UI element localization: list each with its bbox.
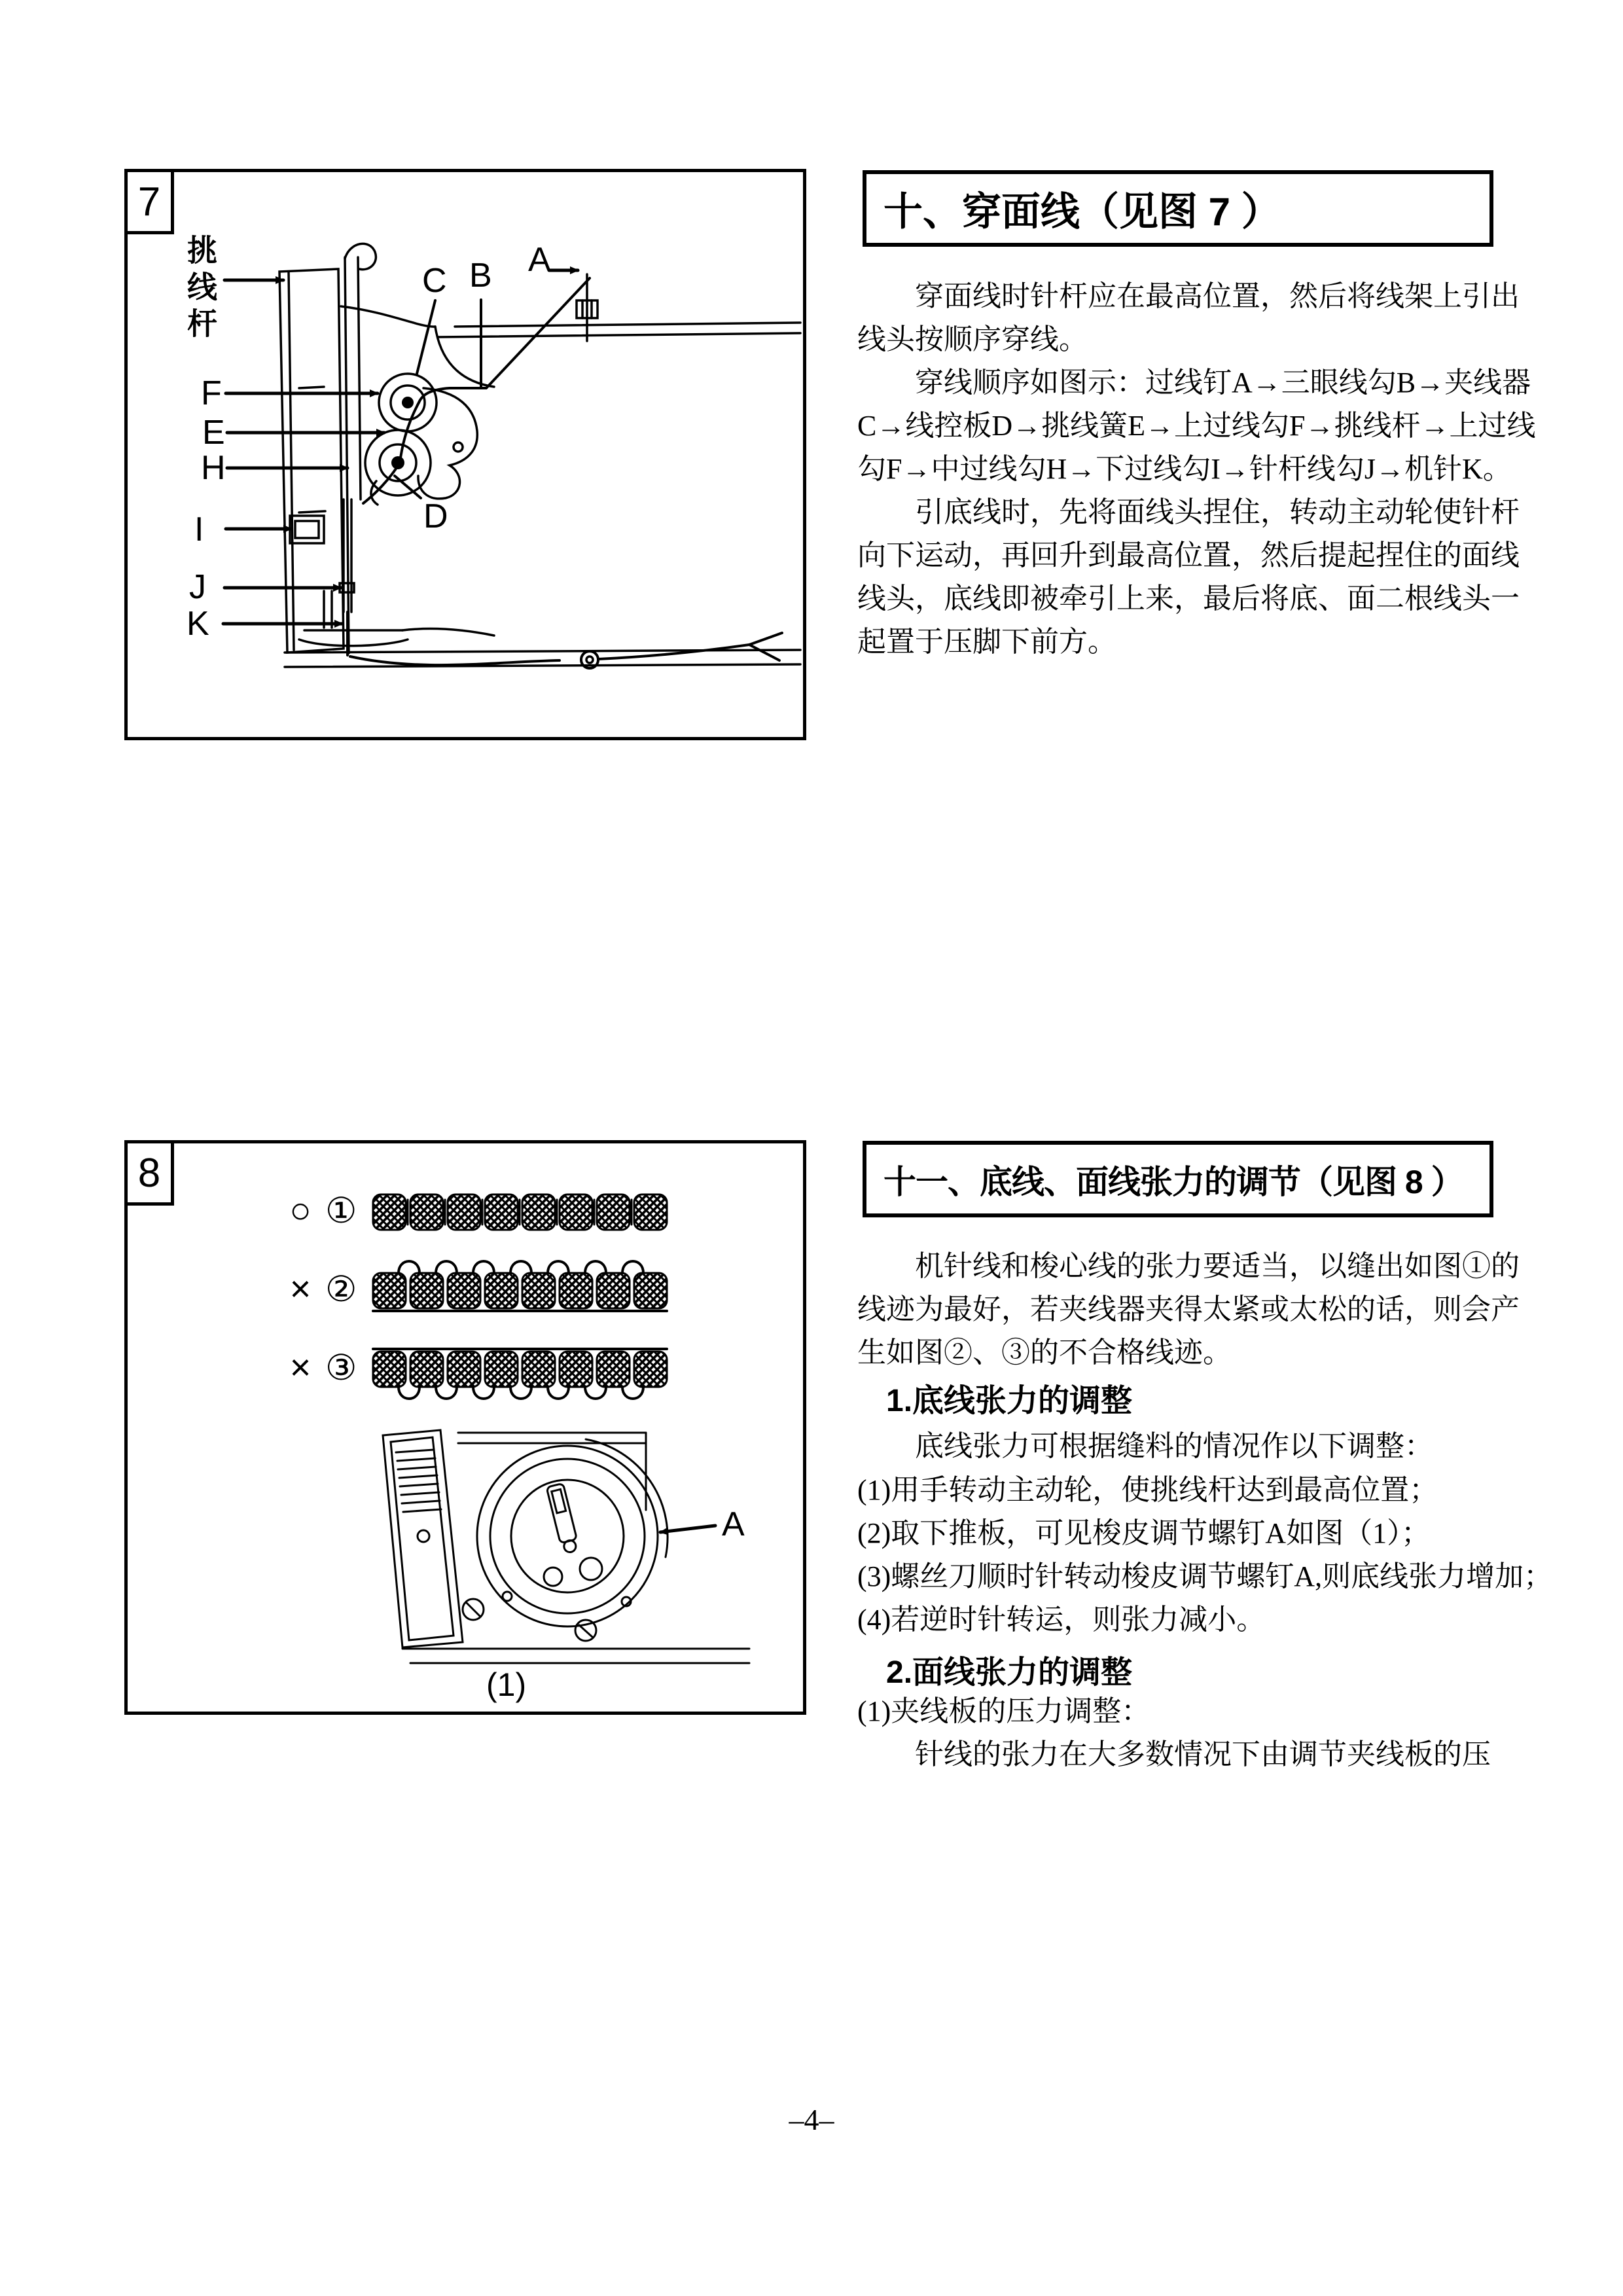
figure-8-number: 8: [124, 1140, 174, 1206]
part-label-d: D: [423, 497, 448, 535]
text-line: 线头，底线即被牵引上来，最后将底、面二根线头一: [857, 583, 1520, 615]
takeup-lever-label: 挑线杆: [183, 234, 217, 344]
text-line: 机针线和梭心线的张力要适当，以缝出如图①的: [915, 1250, 1520, 1282]
part-label-a: A: [528, 241, 551, 279]
text-line: 向下运动，再回升到最高位置，然后提起捏住的面线: [857, 539, 1520, 571]
section-10-heading: [863, 170, 1493, 247]
bobbin-tension-body: [857, 1425, 1518, 1468]
figure-8: [124, 1140, 806, 1715]
bobbin-tension-steps: [857, 1469, 1553, 1641]
text-line: 起置于压脚下前方。: [857, 626, 1116, 658]
text-line: 引底线时，先将面线头捏住，转动主动轮使针杆: [915, 496, 1520, 528]
stitch-row-3-mark: ×: [289, 1346, 312, 1388]
figure-7-number: 7: [124, 169, 174, 234]
text-line: (1)夹线板的压力调整：: [857, 1695, 1150, 1727]
text-line: (3)螺丝刀顺时针转动梭皮调节螺钉A,则底线张力增加；: [857, 1560, 1553, 1592]
stitch-row-2-mark: ×: [289, 1268, 312, 1309]
section-11-heading: [863, 1141, 1493, 1217]
stitch-row-1-mark: ○: [289, 1189, 312, 1230]
text-line: (4)若逆时针转运，则张力减小。: [857, 1604, 1266, 1636]
figure-8-drawing: [128, 1143, 803, 1712]
screw-label-a: A: [722, 1505, 745, 1543]
text-line: 线头按顺序穿线。: [857, 323, 1088, 355]
text-line: 穿线顺序如图示：过线钉A→三眼线勾B→夹线器: [915, 367, 1531, 399]
section-10-body: [857, 275, 1536, 664]
stitch-row-3-number: ③: [325, 1348, 357, 1388]
part-label-f: F: [201, 374, 222, 412]
text-line: 生如图②、③的不合格线迹。: [857, 1336, 1232, 1369]
subheading-bobbin-tension: 1.底线张力的调整: [886, 1384, 1133, 1418]
text-line: C→线控板D→挑线簧E→上过线勾F→挑线杆→上过线: [857, 410, 1536, 442]
text-line: (2)取下推板，可见梭皮调节螺钉A如图（1）；: [857, 1517, 1431, 1549]
figure-8-caption: (1): [486, 1666, 527, 1703]
figure-7-drawing: [128, 172, 803, 737]
needle-thread-tension-body: [857, 1690, 1518, 1776]
section-11-intro: [857, 1245, 1518, 1374]
stitch-row-1-number: ①: [325, 1191, 357, 1230]
part-label-j: J: [189, 568, 206, 606]
part-label-b: B: [469, 257, 492, 295]
text-line: (1)用手转动主动轮，使挑线杆达到最高位置；: [857, 1474, 1438, 1506]
text-line: 穿面线时针杆应在最高位置，然后将线架上引出: [915, 280, 1520, 312]
part-label-i: I: [194, 511, 204, 548]
part-label-c: C: [422, 262, 447, 300]
part-label-h: H: [201, 449, 226, 487]
section-10-title: 十、穿面线（见图 7 ）: [883, 189, 1281, 234]
section-11-title: 十一、底线、面线张力的调节（见图 8 ）: [883, 1163, 1463, 1200]
page-number: –4–: [789, 2103, 834, 2136]
text-line: 线迹为最好，若夹线器夹得太紧或太松的话，则会产: [857, 1293, 1520, 1325]
text-line: 针线的张力在大多数情况下由调节夹线板的压: [915, 1738, 1491, 1770]
subheading-needle-thread-tension: 2.面线张力的调整: [886, 1655, 1133, 1690]
part-label-k: K: [187, 605, 209, 643]
figure-7: [124, 169, 806, 740]
part-label-e: E: [202, 414, 225, 452]
text-line: 勾F→中过线勾H→下过线勾I→针杆线勾J→机针K。: [857, 453, 1512, 485]
text-line: 底线张力可根据缝料的情况作以下调整：: [915, 1430, 1433, 1462]
stitch-row-2-number: ②: [325, 1270, 357, 1309]
